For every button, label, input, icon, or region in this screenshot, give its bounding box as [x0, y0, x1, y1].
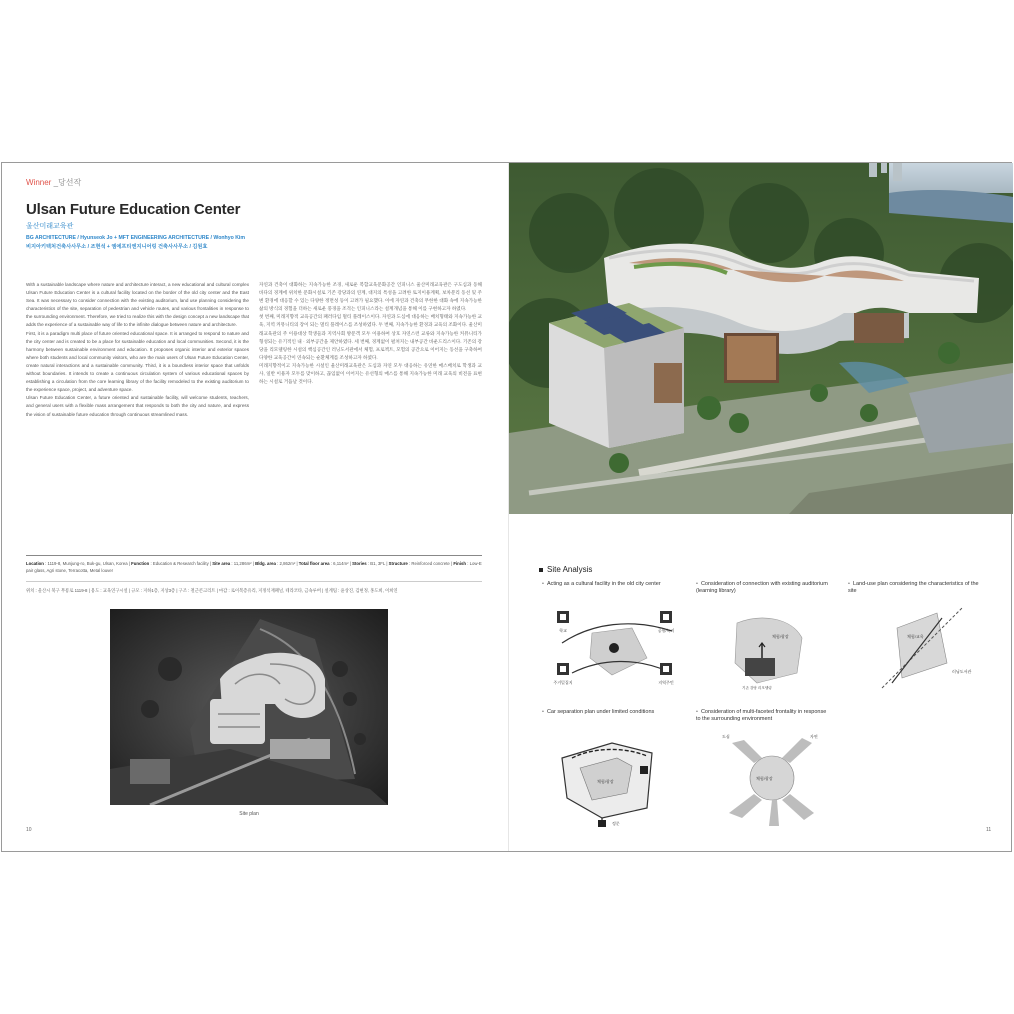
credits [26, 234, 506, 252]
diagram-frontality [714, 728, 834, 828]
page-number-right: 11 [986, 827, 992, 833]
spec-label: Total floor area [298, 561, 330, 566]
diagram-label-3: • Land-use plan considering the characteristics of the site [848, 581, 979, 594]
article-title: Ulsan Future Education Center [26, 201, 241, 218]
spec-value: 11,286m² [233, 561, 252, 566]
paragraph: 자연과 건축이 대화하는 지속가능한 조경, 새로운 복합교육문화공간 인피니스 울산미래교육관은 구도심과 동해 바다의 경계에 위치한 문화시설로 기존 강당과의 연계, 대지의 특성을 고려한 토지이용계획, 보차분리 동선 및 주변 환경에 대응할 수 있는 다양한 정면성 등이 고려가 필요했다. 이에 자연과 건축의 무한한 대화 속에 지속가능한 삶의 방식의 경험을 더하는 새로운 풍경을 조격는 인피니스라는 설계개념을 통해 이를 구현하고자 하였다. [259, 282, 482, 312]
aerial-rendering [509, 163, 1013, 514]
page-number-left: 10 [26, 827, 32, 833]
site-plan-caption: Site plan [239, 811, 259, 817]
diagram-tag: 러닝도서관 [952, 669, 972, 674]
diagram-tag: 기존 강당 리모델링 [742, 686, 772, 690]
magazine-spread [1, 162, 1012, 852]
spec-value: Reinforced concrete [411, 561, 450, 566]
diagram-label-text: Acting as a cultural facility in the old city center [546, 581, 661, 587]
spec-value: 1119-8, Munjung-ro, Buk-gu, Ulsan, Korea [47, 561, 128, 566]
section-label-ko: _당선작 [53, 178, 82, 187]
diagram-tag: 자연 [810, 734, 818, 739]
paragraph: Ulsan Future Education Center, a future oriented and sustainable facility, will welcome students, teachers, and general users with a flexible mass arrangement that responds to both the city and nature, and express the vision of sustainable future education through continuous streamlined mass. [26, 395, 249, 417]
body-text-en [26, 281, 249, 419]
diagram-tag: 공원/녹지 [657, 628, 675, 633]
project-info-ko: 위치 : 울산시 북구 무룡로 1119-8 | 용도 : 교육연구시설 | 규모 : 지하1층, 지상3층 | 구조 : 철근콘크리트 | 마감 : 로이복층유리, 지정석재패널, 테라코타, 금속루버 | 설계팀 : 윤상진, 김현정, 홍도희, 이희연 [26, 588, 398, 593]
diagram-tag: 주거밀집지 [553, 680, 573, 685]
diagram-label-text: Consideration of connection with existing auditorium (learning library) [696, 581, 828, 594]
spec-label: Site area [212, 561, 231, 566]
spec-label: Bldg. area [255, 561, 276, 566]
section-label [26, 177, 81, 188]
diagram-tag: 정문 [612, 821, 620, 826]
diagram-label-text: Car separation plan under limited conditions [546, 709, 655, 715]
diagram-cultural-facility [552, 603, 682, 693]
article-subtitle: 울산미래교육관 [26, 223, 74, 230]
paragraph: 미래지향적이고 지속가능한 시설인 울산미래교육관은 도심과 자연 모두 대응하는 유연한 매스배치로 학생과 교사, 일반 이용자 모두를 맞이하고, 끊임없이 이어지는 유선형의 매스를 통해 지속가능한 미래 교육의 비전을 표현하는 시설로 거듭날 것이다. [259, 362, 482, 385]
diagram-land-use [862, 603, 982, 693]
diagram-auditorium-connection [707, 603, 827, 693]
spec-label: Finish [453, 561, 466, 566]
rendering-illustration [509, 163, 1013, 514]
diagram-2-drawing [707, 603, 827, 693]
spec-value: B1, 3FL [370, 561, 386, 566]
site-analysis-title-text: Site Analysis [547, 565, 593, 574]
spec-label: Stories [352, 561, 367, 566]
credits-ko: 비지아키텍처건축사사무소 / 조현석 + 엠에프티엔지니어링 건축사사무소 / 김원효 [26, 244, 208, 250]
spec-value: 2,862m² [279, 561, 296, 566]
diagram-tag: 지역주민 [658, 680, 674, 685]
diagram-5-drawing [714, 728, 834, 828]
diagram-label-2: • Consideration of connection with existing auditorium (learning library) [696, 581, 828, 594]
spec-label: Location [26, 561, 44, 566]
diagram-tag: 체험/광장 [772, 634, 789, 639]
paragraph: With a sustainable landscape where nature and architecture interact, a new educational and cultural complex Ulsan Future Education Center is a cultural facility located on the border of the old city center and the East Sea. It was necessary to consider connection with the existing auditorium, land use planning considering the characteristics of the site, separation of pedestrian and vehicle routes, and various frontalities in response to the surrounding environment. Therefore, we tried to realize this with the design concept a new landscape that adds the experience of a sustainable way of life to the infinite dialogue between nature and architecture. [26, 282, 249, 328]
spec-value: 6,114m² [333, 561, 349, 566]
spec-value: Education & Research facility [152, 561, 209, 566]
diagram-tag: 도심 [722, 734, 730, 739]
diagram-1-drawing [552, 603, 682, 693]
spec-label: Function [131, 561, 150, 566]
diagram-label-1: • Acting as a cultural facility in the old city center [542, 581, 661, 587]
diagram-3-drawing [862, 603, 982, 693]
site-plan-drawing [110, 609, 388, 805]
diagram-label-5: • Consideration of multi-faceted frontality in response to the surrounding environment [696, 709, 827, 722]
spec-value: Low-E pair glass, Agri stone, Terracotta, Metal louver [26, 561, 482, 573]
diagram-tag: 학교 [559, 628, 567, 633]
project-specs: Location : 1119-8, Munjung-ro, Buk-gu, Ulsan, Korea | Function : Education & Research facility | Site area : 11,286m² | Bldg. area : 2,862m² | Total floor area : 6,114m² | Stories : B1, 3FL | Structure : Reinforced concrete | Finish : Low-E pair glass, Agri stone, Terracotta, Metal louver [26, 561, 482, 573]
divider [26, 581, 482, 582]
divider [26, 555, 482, 556]
diagram-tag: 체험/광장 [756, 776, 773, 781]
section-label-en: Winner [26, 178, 52, 187]
diagram-tag: 체험/광장 [597, 779, 614, 784]
diagram-4-drawing [552, 728, 682, 828]
diagram-car-separation [552, 728, 682, 828]
site-analysis-title [539, 565, 592, 574]
diagram-label-4: • Car separation plan under limited conditions [542, 709, 655, 715]
body-text-ko [259, 281, 482, 386]
paragraph: 첫 번째, 미래지향적 교육공간의 패러다임 멀티 플레이스이다. 자연과 도심에 대응하는 배치형태와 지속가능한 교육, 지역 커뮤니티의 장이 되는 멀티 플레이스를 조성하였다. 두 번째, 지속가능한 환경과 교육의 조화이다. 울산미래교육관의 주 이용대상 학생들과 지역사회 방문객 모두 이용하여 상호 자연스런 교류와 지속가능한 커뮤니티가 형성되는 유기적인 내 · 외부공간을 제안하였다. 세 번째, 경계없이 펼쳐지는 내부공간 바운드리스이다. 기존의 강당을 리모델링한 시설의 핵심공간인 러닝도서관에서 체험, 프로젝트, 모험의 공간으로 이어지는 동선을 구축하여 다양한 교육공간이 연속되는 순환체계를 조성하고자 하였다. [259, 314, 482, 360]
credits-en: BG ARCHITECTURE / Hyunseok Jo + MFT ENGINEERING ARCHITECTURE / Wonhyo Kim [26, 235, 245, 241]
diagram-label-text: Land-use plan considering the characteristics of the site [848, 581, 979, 594]
site-plan-image [110, 609, 388, 805]
spec-label: Structure [388, 561, 408, 566]
diagram-tag: 체험/교육 [907, 634, 924, 639]
bullet-square [539, 568, 543, 572]
diagram-label-text: Consideration of multi-faceted frontality in response to the surrounding environment [696, 709, 827, 722]
paragraph: First, it is a paradigm multi place of future oriented educational space. It is arranged to respond to nature and the city center and is created to be a place for sustainable education and local communities. Second, it is the harmony between sustainable environment and education. It proposes organic interior and exterior spaces where both students and local community visitors, who are the main users of Ulsan Future Education Center, create natural interactions and a sustainable community. Third, it is a boundless interior space that unfolds without boundaries. It intends to create a continuous circulation system of various educational spaces by establishing a circulation from the core learning library of the facility remodeled to the existing auditorium to the experience space, project, and adventure space. [26, 330, 249, 393]
